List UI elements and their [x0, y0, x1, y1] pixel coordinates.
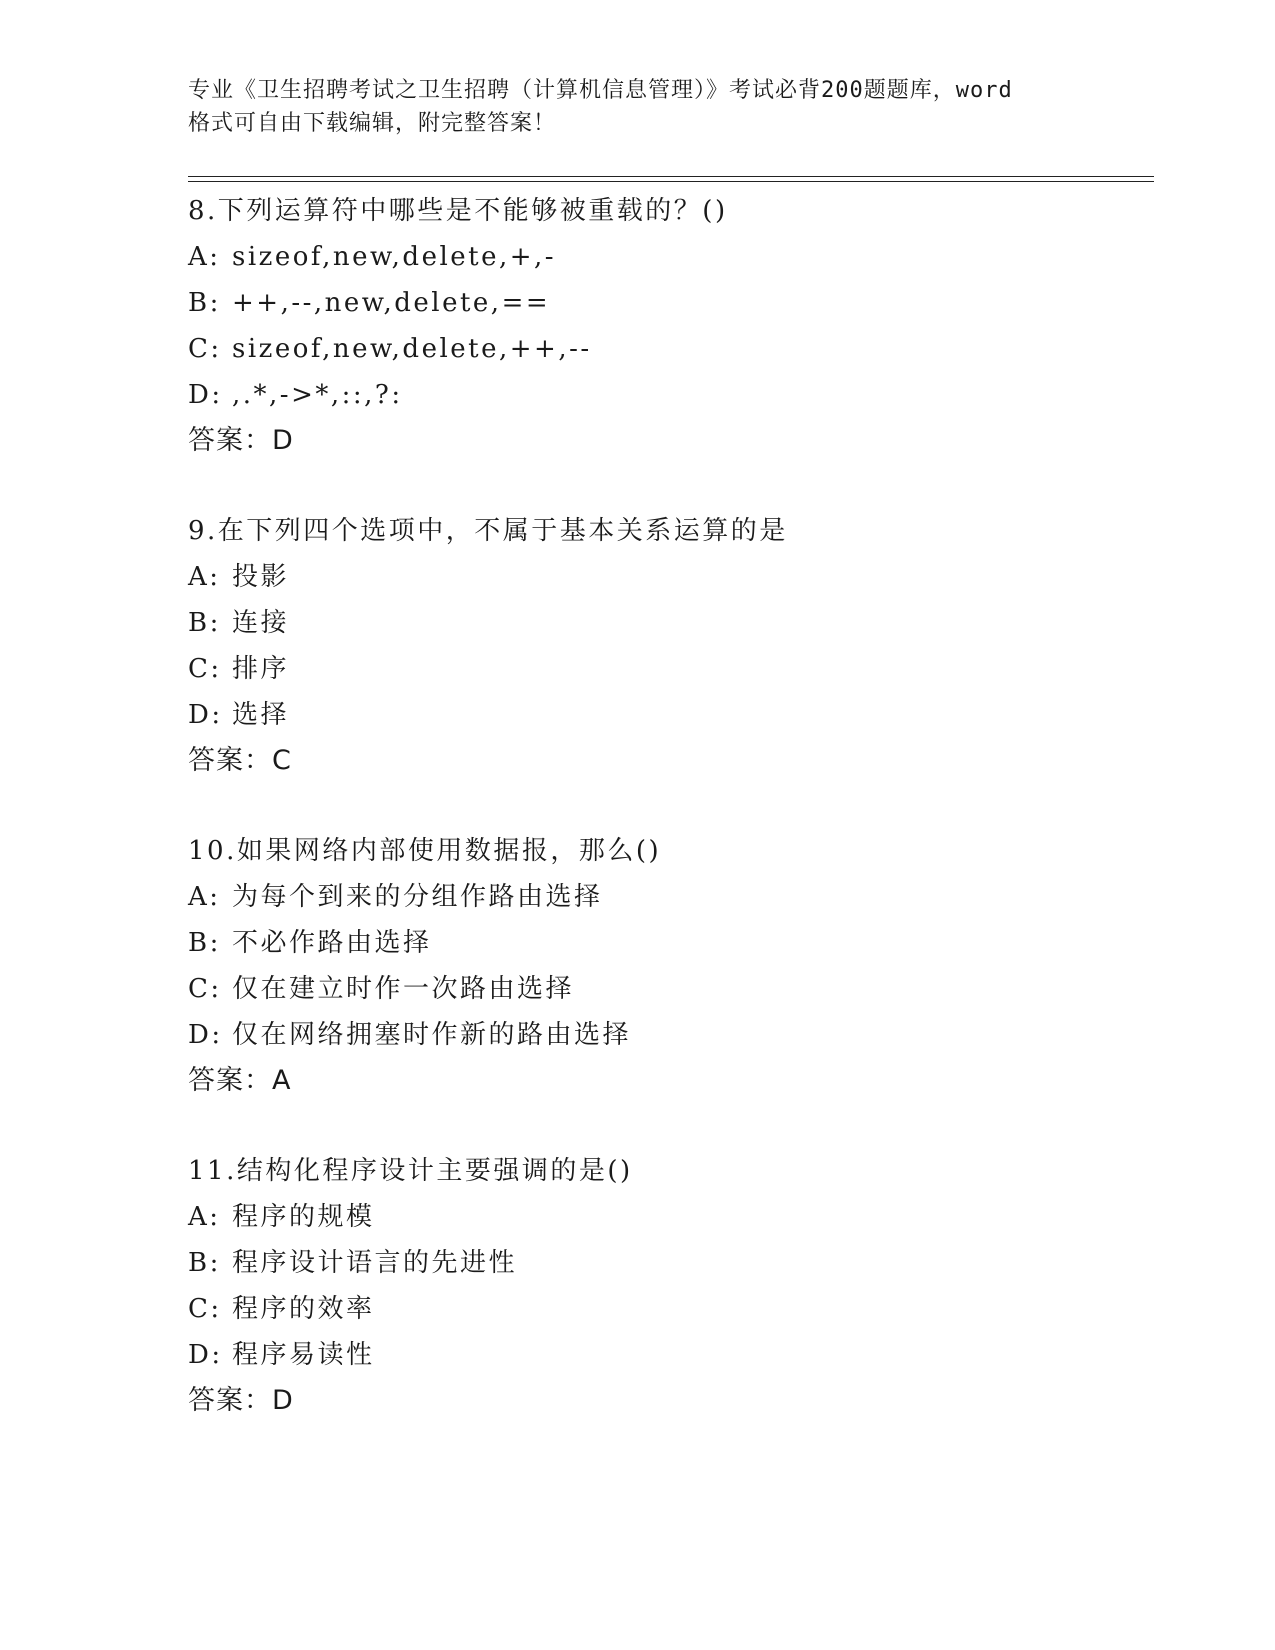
option-d — [188, 1012, 1148, 1058]
option-letter: B: — [188, 608, 221, 638]
option-letter: C: — [188, 974, 222, 1004]
option-text: 为每个到来的分组作路由选择 — [232, 882, 603, 912]
option-text: 程序的效率 — [232, 1294, 375, 1324]
option-letter: D: — [188, 1340, 223, 1370]
question-9 — [188, 508, 1148, 828]
option-a — [188, 1194, 1148, 1240]
option-text: 不必作路由选择 — [232, 928, 432, 958]
option-letter: A: — [188, 562, 221, 592]
header-line-2: 格式可自由下载编辑，附完整答案！ — [188, 111, 557, 136]
option-text: 排序 — [232, 654, 290, 684]
option-d — [188, 692, 1148, 738]
question-list — [188, 188, 1148, 1468]
option-letter: B: — [188, 288, 221, 318]
option-text: 仅在建立时作一次路由选择 — [232, 974, 575, 1004]
option-letter: B: — [188, 928, 221, 958]
question-11 — [188, 1148, 1148, 1468]
header-divider-top — [188, 176, 1154, 177]
option-text: 仅在网络拥塞时作新的路由选择 — [232, 1020, 632, 1050]
option-letter: D: — [188, 700, 223, 730]
option-b — [188, 600, 1148, 646]
option-c — [188, 966, 1148, 1012]
option-c — [188, 1286, 1148, 1332]
option-text: sizeof,new,delete,+,- — [232, 242, 557, 272]
option-letter: B: — [188, 1248, 221, 1278]
option-letter: C: — [188, 1294, 222, 1324]
option-text: sizeof,new,delete,++,-- — [232, 334, 592, 364]
question-title: 10.如果网络内部使用数据报，那么() — [188, 836, 662, 866]
answer: 答案：D — [188, 1385, 294, 1416]
answer: 答案：D — [188, 425, 294, 456]
answer: 答案：A — [188, 1065, 292, 1096]
option-text: 选择 — [232, 700, 290, 730]
option-text: 程序易读性 — [232, 1340, 375, 1370]
option-letter: D: — [188, 1020, 223, 1050]
option-letter: A: — [188, 882, 221, 912]
document-header — [188, 74, 1088, 140]
option-letter: A: — [188, 1202, 221, 1232]
question-10 — [188, 828, 1148, 1148]
option-letter: C: — [188, 654, 222, 684]
option-a — [188, 874, 1148, 920]
header-line-1: 专业《卫生招聘考试之卫生招聘（计算机信息管理）》考试必背200题题库，word — [188, 78, 1013, 103]
option-text: 投影 — [232, 562, 290, 592]
option-letter: D: — [188, 380, 223, 410]
header-divider-bottom — [188, 181, 1154, 182]
option-c — [188, 326, 1148, 372]
question-title: 11.结构化程序设计主要强调的是() — [188, 1156, 633, 1186]
question-title: 8.下列运算符中哪些是不能够被重载的？() — [188, 196, 728, 226]
option-text: ,.*,->*,::,?: — [232, 380, 403, 410]
option-text: 程序的规模 — [232, 1202, 375, 1232]
option-d — [188, 372, 1148, 418]
option-text: 程序设计语言的先进性 — [232, 1248, 518, 1278]
option-d — [188, 1332, 1148, 1378]
option-a — [188, 234, 1148, 280]
question-title: 9.在下列四个选项中，不属于基本关系运算的是 — [188, 516, 788, 546]
option-letter: A: — [188, 242, 221, 272]
option-b — [188, 1240, 1148, 1286]
question-8 — [188, 188, 1148, 508]
option-b — [188, 280, 1148, 326]
answer: 答案：C — [188, 745, 292, 776]
option-text: ++,--,new,delete,== — [232, 288, 551, 318]
option-b — [188, 920, 1148, 966]
option-letter: C: — [188, 334, 222, 364]
option-text: 连接 — [232, 608, 290, 638]
option-c — [188, 646, 1148, 692]
option-a — [188, 554, 1148, 600]
